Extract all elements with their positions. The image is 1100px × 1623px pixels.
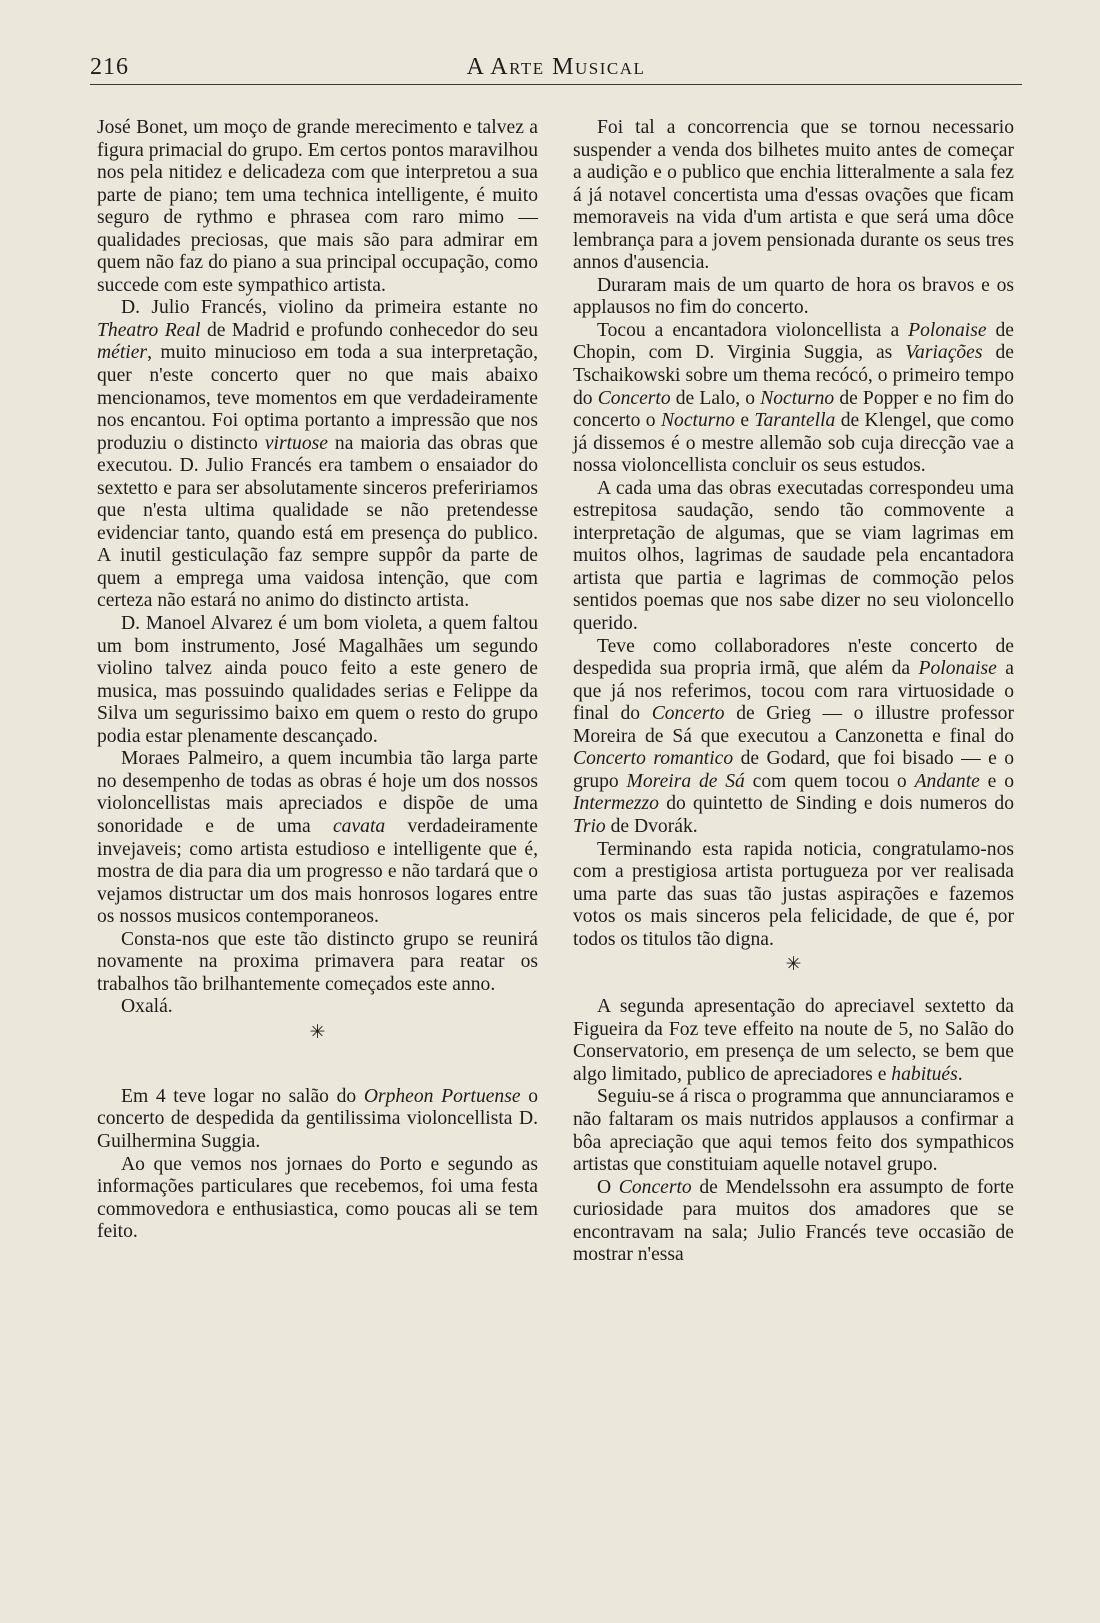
page-header (90, 54, 1022, 85)
paragraph: Tocou a encantadora violoncellista a Polonaise de Chopin, com D. Virginia Suggia, as Variações de Tschaikowski sobre um thema recócó, o primeiro tempo do Concerto de Lalo, o Nocturno de Popper e no fim do concerto o Nocturno e Tarantella de Klengel, que como já dissemos é o mestre allemão sob cuja direcção vae a nossa violoncellista concluir os seus estudos. (573, 319, 1014, 477)
paragraph: Duraram mais de um quarto de hora os bravos e os applausos no fim do concerto. (573, 274, 1014, 319)
paragraph: O Concerto de Mendelssohn era assumpto de forte curiosidade para muitos dos amadores que se encontravam na sala; Julio Francés teve occasião de mostrar n'essa (573, 1176, 1014, 1266)
right-column (573, 117, 1014, 1267)
paragraph: Seguiu-se á risca o programma que annunciaramos e não faltaram os mais nutridos applausos a confirmar a bôa apreciação que aqui temos feito dos sympathicos artistas que constituiam aquelle notavel grupo. (573, 1086, 1014, 1176)
left-column (97, 117, 538, 1244)
paragraph: Em 4 teve logar no salão do Orpheon Portuense o concerto de despedida da gentilissima violoncellista D. Guilhermina Suggia. (97, 1085, 538, 1152)
section-separator-asterisk: ✳ (785, 954, 802, 976)
paragraph: Teve como collaboradores n'este concerto de despedida sua propria irmã, que além da Polonaise a que já nos referimos, tocou com rara virtuosidade o final do Concerto de Grieg — o illustre professor Moreira de Sá que executou a Canzonetta e final do Concerto romantico de Godard, que foi bisado — e o grupo Moreira de Sá com quem tocou o Andante e o Intermezzo do quintetto de Sinding e dois numeros do Trio de Dvorák. (573, 635, 1014, 837)
paragraph: Terminando esta rapida noticia, congratulamo-nos com a prestigiosa artista portugueza por ver realisada uma parte das suas tão justas aspirações e fazemos votos os mais sinceros pela felicidade, de que é, por todos os titulos tão digna. (573, 838, 1014, 950)
running-title: A Arte Musical (466, 54, 646, 80)
section-separator-asterisk: ✳ (309, 1021, 326, 1043)
paragraph: Oxalá. (121, 996, 173, 1018)
paragraph: Foi tal a concorrencia que se tornou necessario suspender a venda dos bilhetes muito antes de começar a audição e o publico que enchia litteralmente a sala fez á já notavel concertista uma d'essas ovações que ficam memoraveis na vida d'um artista e que será uma dôce lembrança para a jovem pensionada durante os seus tres annos d'ausencia. (573, 117, 1014, 274)
paragraph: Moraes Palmeiro, a quem incumbia tão larga parte no desempenho de todas as obras é hoje um dos nossos violoncellistas mais apreciados e dispõe de uma sonoridade e de uma cavata verdadeiramente invejaveis; como artista estudioso e intelligente que é, mostra de dia para dia um progresso e não tardará que o vejamos distructar um dos mais honrosos logares entre os nossos musicos contemporaneos. (97, 748, 538, 928)
paragraph: José Bonet, um moço de grande merecimento e talvez a figura primacial do grupo. Em certos pontos maravilhou nos pela nitidez e delicadeza com que interpretou a sua parte de piano; tem uma technica intelligente, é muito seguro de rythmo e phrasea com raro mimo — qualidades preciosas, que mais são para admirar em quem não faz do piano a sua principal occupação, como succede com este sympathico artista. (97, 117, 538, 296)
page-number: 216 (90, 54, 129, 80)
paragraph: D. Manoel Alvarez é um bom violeta, a quem faltou um bom instrumento, José Magalhães um segundo violino talvez ainda pouco feito a este genero de musica, mas possuindo qualidades serias e Felippe da Silva um segurissimo baixo em quem o resto do grupo podia estar plenamente descançado. (97, 613, 538, 747)
paragraph: Ao que vemos nos jornaes do Porto e segundo as informações particulares que recebemos, foi uma festa commovedora e enthusiastica, como poucas ali se tem feito. (97, 1153, 538, 1243)
paragraph: A cada uma das obras executadas correspondeu uma estrepitosa saudação, sendo tão commovente a interpretação de algumas, que se viam lagrimas em muitos olhos, lagrimas de saudade pela encantadora artista que partia e lagrimas de commoção pelos sentidos poemas que nos sabe dizer no seu violoncello querido. (573, 477, 1014, 635)
paragraph: D. Julio Francés, violino da primeira estante no Theatro Real de Madrid e profundo conhecedor do seu métier, muito minucioso em toda a sua interpretação, quer n'este concerto quer no que mais abaixo mencionamos, teve momentos em que verdadeiramente nos encantou. Foi optima portanto a impressão que nos produziu o distincto virtuose na maioria das obras que executou. D. Julio Francés era tambem o ensaiador do sextetto e para ser absolutamente sinceros prefeririamos que n'esta ultima qualidade se não pretendesse evidenciar tanto, quando está em presença do publico. A inutil gesticulação faz sempre suppôr da parte de quem a emprega uma vaidosa intenção, que com certeza não estará no animo do distincto artista. (97, 297, 539, 612)
paragraph: A segunda apresentação do apreciavel sextetto da Figueira da Foz teve effeito na noute de 5, no Salão do Conservatorio, em presença de um selecto, se bem que algo limitado, publico de apreciadores e habitués. (573, 996, 1014, 1085)
paragraph: Consta-nos que este tão distincto grupo se reunirá novamente na proxima primavera para reatar os trabalhos tão brilhantemente começados este anno. (97, 928, 538, 995)
